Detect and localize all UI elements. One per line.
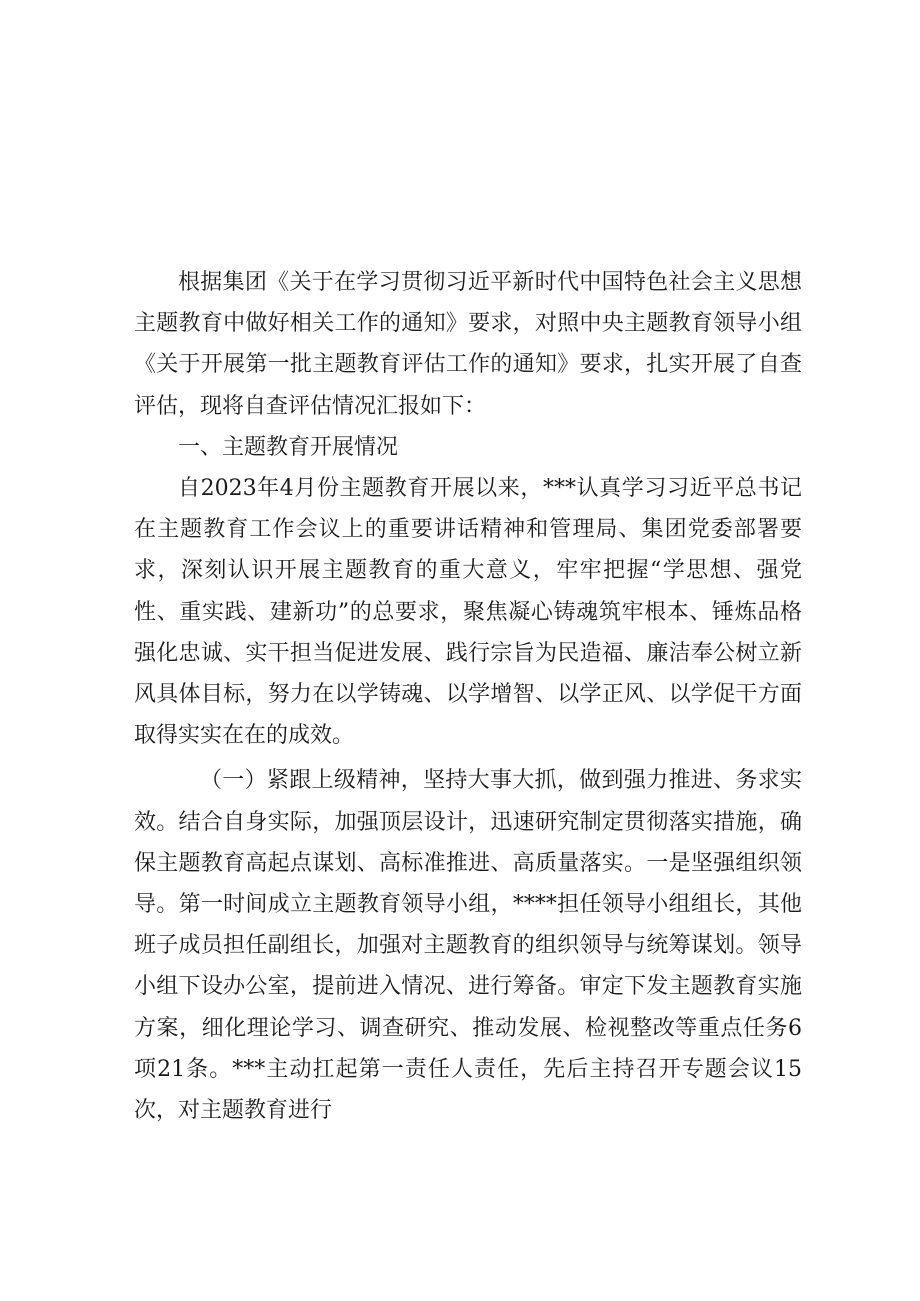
- overview-paragraph: 自2023年4月份主题教育开展以来，***认真学习习近平总书记在主题教育工作会议上的重要讲话精神和管理局、集团党委部署要求，深刻认识开展主题教育的重大意义，牢牢把握“学思想、强党性、重实践、建新功”的总要求，聚焦凝心铸魂筑牢根本、锤炼品格强化忠诚、实干担当促进发展、践行宗旨为民造福、廉洁奉公树立新风具体目标，努力在以学铸魂、以学增智、以学正风、以学促干方面取得实实在在的成效。: [134, 476, 802, 749]
- document-body: [134, 262, 802, 1131]
- intro-paragraph: 根据集团《关于在学习贯彻习近平新时代中国特色社会主义思想主题教育中做好相关工作的通知》要求，对照中央主题教育领导小组《关于开展第一批主题教育评估工作的通知》要求，扎实开展了自查评估，现将自查评估情况汇报如下：: [134, 270, 802, 419]
- section-heading: 一、主题教育开展情况: [178, 434, 399, 460]
- subsection-paragraph: （一）紧跟上级精神，坚持大事大抓，做到强力推进、务求实效。结合自身实际，加强顶层设计，迅速研究制定贯彻落实措施，确保主题教育高起点谋划、高标准推进、高质量落实。一是坚强组织领导。第一时间成立主题教育领导小组，****担任领导小组组长，其他班子成员担任副组长，加强对主题教育的组织领导与统筹谋划。领导小组下设办公室，提前进入情况、进行筹备。审定下发主题教育实施方案，细化理论学习、调查研究、推动发展、检视整改等重点任务6项21条。***主动扛起第一责任人责任，先后主持召开专题会议15次，对主题教育进行: [134, 768, 802, 1124]
